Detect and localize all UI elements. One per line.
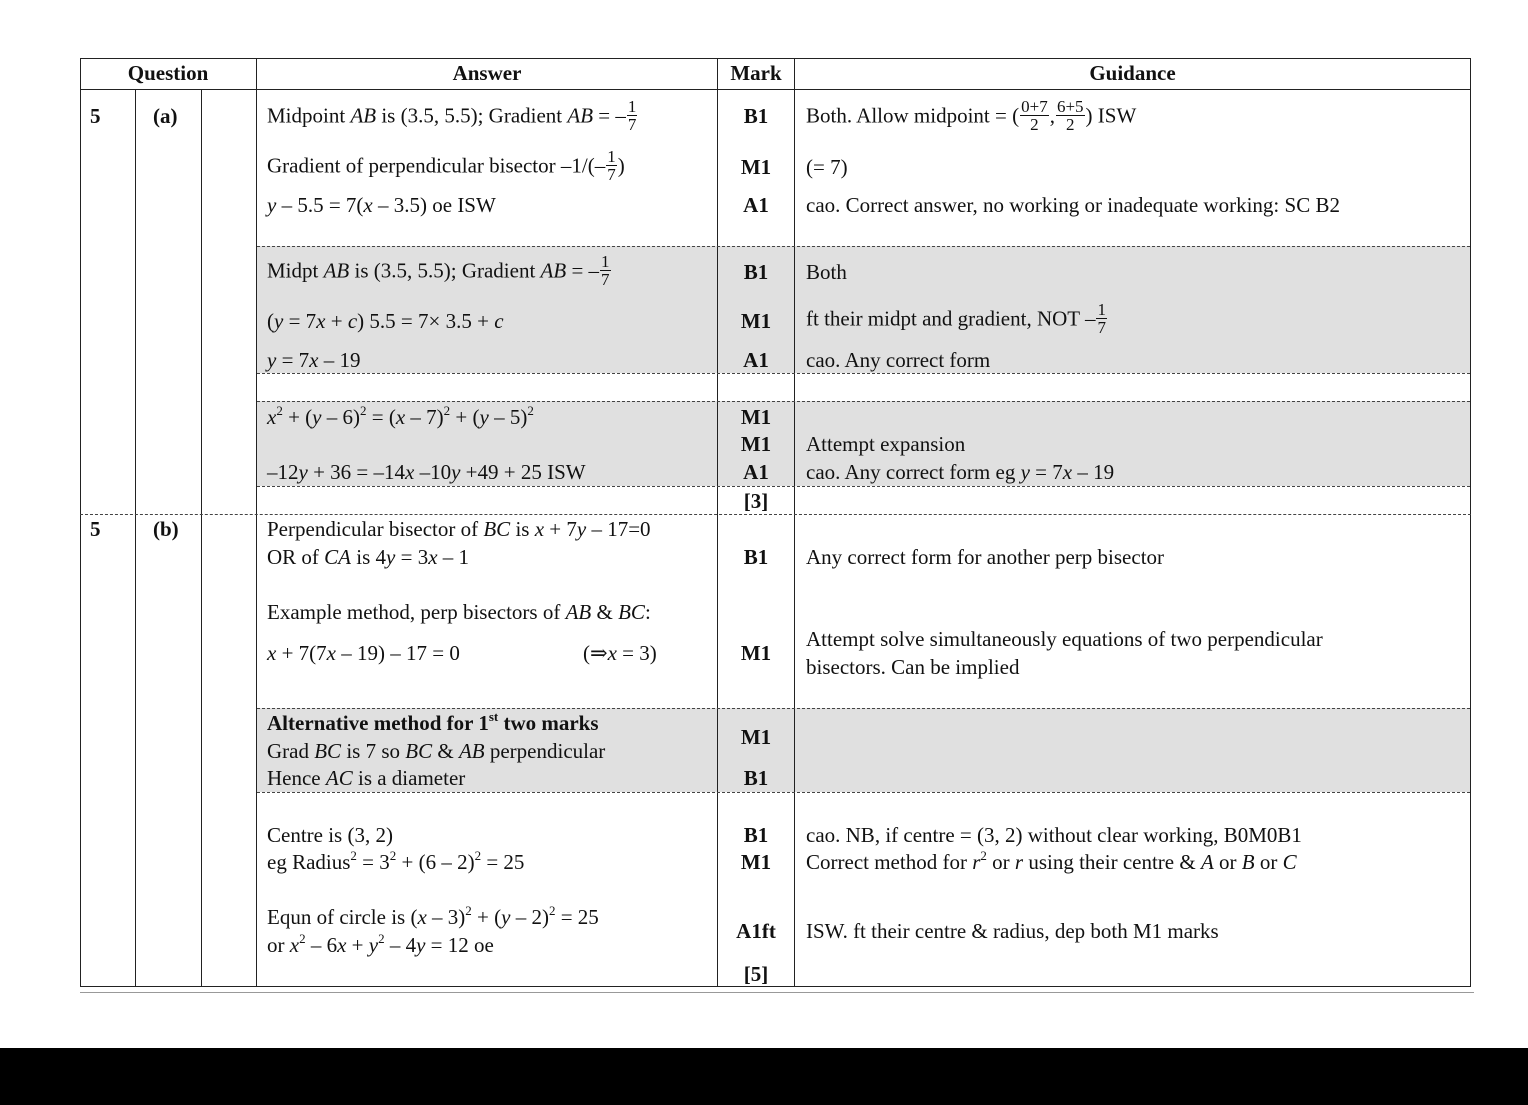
- mark-code: M1: [740, 641, 772, 665]
- answer-line: OR of CA is 4y = 3x – 1: [267, 545, 470, 569]
- answer-line: (y = 7x + c) 5.5 = 7× 3.5 + c: [267, 309, 504, 333]
- guidance-line: cao. Any correct form: [806, 348, 991, 372]
- mark-code: M1: [740, 405, 772, 429]
- fraction: $\frac{1}{7}$: [601, 252, 610, 289]
- mark-code: B1: [743, 545, 769, 569]
- mark-code: M1: [740, 850, 772, 874]
- guidance-line: (= 7): [806, 155, 848, 179]
- answer-line: –12y + 36 = –14x –10y +49 + 25 ISW: [267, 460, 586, 484]
- mark-total: [5]: [743, 962, 769, 986]
- guidance-line: ft their midpt and gradient, NOT – $\frac{1}{7}$: [806, 300, 1106, 337]
- fraction: $\frac{1}{7}$: [607, 147, 616, 184]
- guidance-line: Attempt expansion: [806, 432, 966, 456]
- mark-code: A1: [743, 460, 769, 484]
- mark-code: B1: [743, 823, 769, 847]
- guidance-line: cao. NB, if centre = (3, 2) without clear working, B0M0B1: [806, 823, 1302, 847]
- header-guidance: Guidance: [1089, 61, 1176, 85]
- answer-line: (⇒x = 3): [583, 641, 657, 665]
- answer-line: y – 5.5 = 7(x – 3.5) oe ISW: [267, 193, 496, 217]
- answer-line: Hence AC is a diameter: [267, 766, 466, 790]
- answer-line: Midpt AB is (3.5, 5.5); Gradient AB = – $\frac{1}{7}$: [267, 252, 610, 289]
- mark-code: A1: [743, 193, 769, 217]
- header-mark: Mark: [730, 61, 782, 85]
- answer-line: Centre is (3, 2): [267, 823, 393, 847]
- question-number: 5: [90, 104, 101, 128]
- guidance-line: ISW. ft their centre & radius, dep both M1 marks: [806, 919, 1219, 943]
- answer-line: eg Radius$^2$ = $3^2 + (6 - 2)^2 = 25$: [267, 848, 525, 874]
- answer-line: Midpoint AB is (3.5, 5.5); Gradient AB = – $\frac{1}{7}$: [267, 97, 637, 134]
- answer-line: Grad BC is 7 so BC & AB perpendicular: [267, 739, 606, 763]
- answer-line: Equn of circle is (x – 3)$^2$ + (y – 2)$^2$ = 25: [267, 903, 599, 929]
- mark-code: A1: [743, 348, 769, 372]
- guidance-line: Both. Allow midpoint = ( $\frac{0+7}{2}$ , $\frac{6+5}{2}$ ) ISW: [806, 97, 1137, 134]
- guidance-line: cao. Correct answer, no working or inadequate working: SC B2: [806, 193, 1340, 217]
- header-question: Question: [127, 61, 209, 85]
- fraction: $\frac{1}{7}$: [627, 97, 637, 134]
- mark-code: M1: [740, 432, 772, 456]
- bottom-black-bar: [0, 1048, 1528, 1105]
- mark-code: B1: [743, 766, 769, 790]
- mark-code: M1: [740, 309, 772, 333]
- answer-line: Perpendicular bisector of BC is x + 7y – 17=0: [267, 517, 651, 541]
- guidance-line: cao. Any correct form eg y = 7x – 19: [806, 460, 1115, 484]
- answer-line: Gradient of perpendicular bisector –1/(– $\frac{1}{7}$ ): [267, 147, 625, 184]
- guidance-line: Both: [806, 260, 847, 284]
- question-number: 5: [90, 517, 101, 541]
- fraction: $\frac{6+5}{2}$: [1056, 97, 1084, 134]
- question-part: (a): [153, 104, 178, 128]
- header-answer: Answer: [452, 61, 522, 85]
- guidance-line: Correct method for $r^2$ or r using their centre & A or B or C: [806, 848, 1297, 874]
- fraction: $\frac{0+7}{2}$: [1021, 97, 1048, 134]
- guidance-line: Attempt solve simultaneously equations of two perpendicular: [806, 627, 1323, 651]
- mark-code: M1: [740, 155, 772, 179]
- mark-code: B1: [743, 104, 769, 128]
- answer-line: $x^2 + (y - 6)^2 = (x - 7)^2 + (y - 5)^2$: [267, 403, 534, 429]
- mark-total: [3]: [743, 489, 769, 513]
- mark-code: A1ft: [736, 919, 776, 943]
- mark-code: B1: [743, 260, 769, 284]
- guidance-line: Any correct form for another perp bisector: [806, 545, 1165, 569]
- answer-line: y = 7x – 19: [267, 348, 361, 372]
- question-part: (b): [153, 517, 179, 541]
- answer-line: or $x^2 - 6x + y^2 - 4y = 12$ oe: [267, 931, 494, 957]
- fraction: $\frac{1}{7}$: [1097, 300, 1106, 337]
- alt-method-title: Alternative method for 1st two marks: [267, 709, 599, 735]
- mark-code: M1: [740, 725, 772, 749]
- answer-line: Example method, perp bisectors of AB & BC:: [267, 600, 651, 624]
- guidance-line: bisectors. Can be implied: [806, 655, 1020, 679]
- answer-line: x + 7(7x – 19) – 17 = 0: [267, 641, 460, 665]
